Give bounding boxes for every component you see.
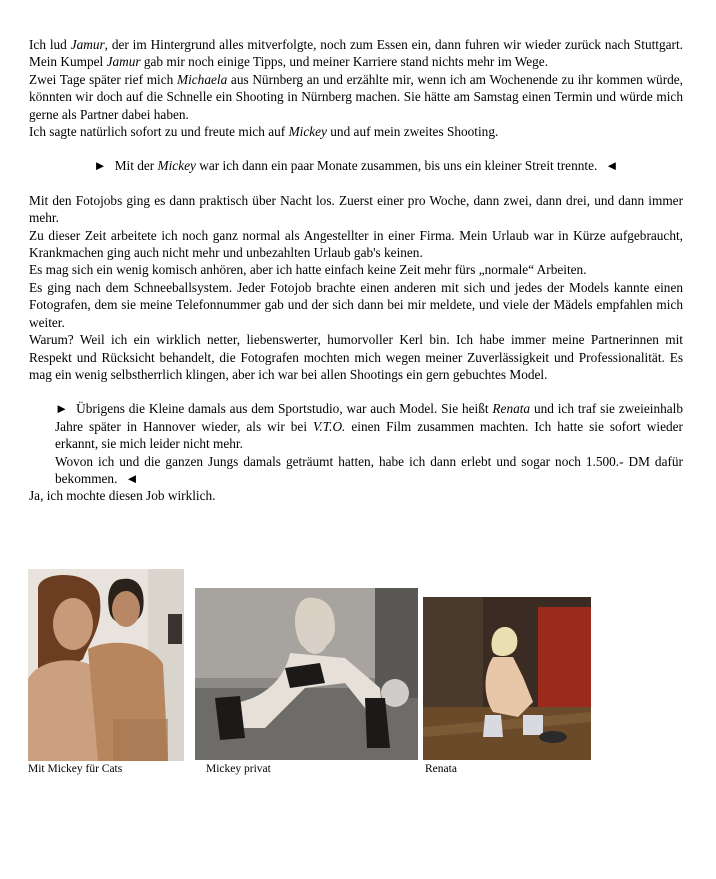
side-note-2 [55, 400, 683, 487]
document-page [29, 36, 683, 505]
side-note-text: Mit der Mickey war ich dann ein paar Monate zusammen, bis uns ein kleiner Streit trennte. [114, 158, 598, 174]
side-note-text: Übrigens die Kleine damals aus dem Sportstudio, war auch Model. Sie heißt Renata und ich traf sie zweieinhalb Jahre später in Hannover wieder, als wir bei V.T.O. einen Film zusammen machten. Ich hatte sie sofort wieder erkannt, sie mich leider nicht mehr. [55, 401, 684, 452]
photo-caption: Mit Mickey für Cats [28, 763, 123, 775]
photo-caption: Renata [425, 763, 457, 775]
closing-line: Ja, ich mochte diesen Job wirklich. [29, 488, 216, 504]
side-note-text: Wovon ich und die ganzen Jungs damals geträumt hatten, habe ich dann erlebt und sogar noch 1.500.- DM dafür bekommen. [55, 453, 683, 486]
paragraph: Es ging nach dem Schneeballsystem. Jeder Fotojob brachte einen anderen mit sich und jedes der Models kannte einen Fotografen, dem sie meine Telefonnummer gab und der sich dann bei mir meldete, und viele der Mädels empfahlen mich weiter. [29, 279, 683, 330]
photo-strip [0, 568, 716, 788]
arrow-right-icon: ► [93, 158, 107, 174]
paragraph: Warum? Weil ich ein wirklich netter, liebenswerter, humorvoller Kerl bin. Ich habe immer meine Partnerinnen mit Respekt und Rücksicht behandelt, die Fotografen mochten mich wegen meiner Zuverlässigkeit und Professionalität. Es mag ein wenig selbstherrlich klingen, aber ich war bei allen Shootings ein gern gebuchtes Model. [29, 332, 683, 382]
paragraph: Ich lud Jamur, der im Hintergrund alles mitverfolgte, noch zum Essen ein, dann fuhren wir wieder zurück nach Stuttgart. Mein Kumpel Jamur gab mir noch einige Tipps, und meiner Karriere stand nichts mehr im Wege. [29, 37, 683, 70]
paragraph: Mit den Fotojobs ging es dann praktisch über Nacht los. Zuerst einer pro Woche, dann zwei, dann drei, und dann immer mehr. [29, 192, 683, 226]
photo-woman-bw-icon [195, 588, 418, 760]
paragraph: Es mag sich ein wenig komisch anhören, aber ich hatte einfach keine Zeit mehr fürs „normale“ Arbeiten. [29, 262, 587, 278]
photo-woman-crouching-icon [423, 597, 591, 760]
photo-caption: Mickey privat [206, 763, 271, 775]
paragraph: Ich sagte natürlich sofort zu und freute mich auf Mickey und auf mein zweites Shooting. [29, 124, 499, 140]
photo-couple-icon [28, 569, 184, 761]
arrow-left-icon: ◄ [605, 158, 619, 174]
paragraph: Zu dieser Zeit arbeitete ich noch ganz normal als Angestellter in einer Firma. Mein Urlaub war in Kürze aufgebraucht, Krankmachen ging auch nicht mehr und unbezahlten Urlaub gab's keinen. [29, 227, 683, 261]
text-block-1 [29, 36, 683, 140]
side-note-1 [29, 157, 683, 174]
arrow-left-icon: ◄ [125, 470, 139, 486]
arrow-right-icon: ► [55, 401, 69, 417]
paragraph: Zwei Tage später rief mich Michaela aus Nürnberg an und erzählte mir, wenn ich am Wochenende zu ihr kommen würde, könnten wir doch auf die Schnelle ein Shooting in Nürnberg machen. Sie hätte am Samstag einen Termin und würde mich gerne als Partner dabei haben. [29, 71, 684, 122]
text-block-2 [29, 192, 683, 383]
